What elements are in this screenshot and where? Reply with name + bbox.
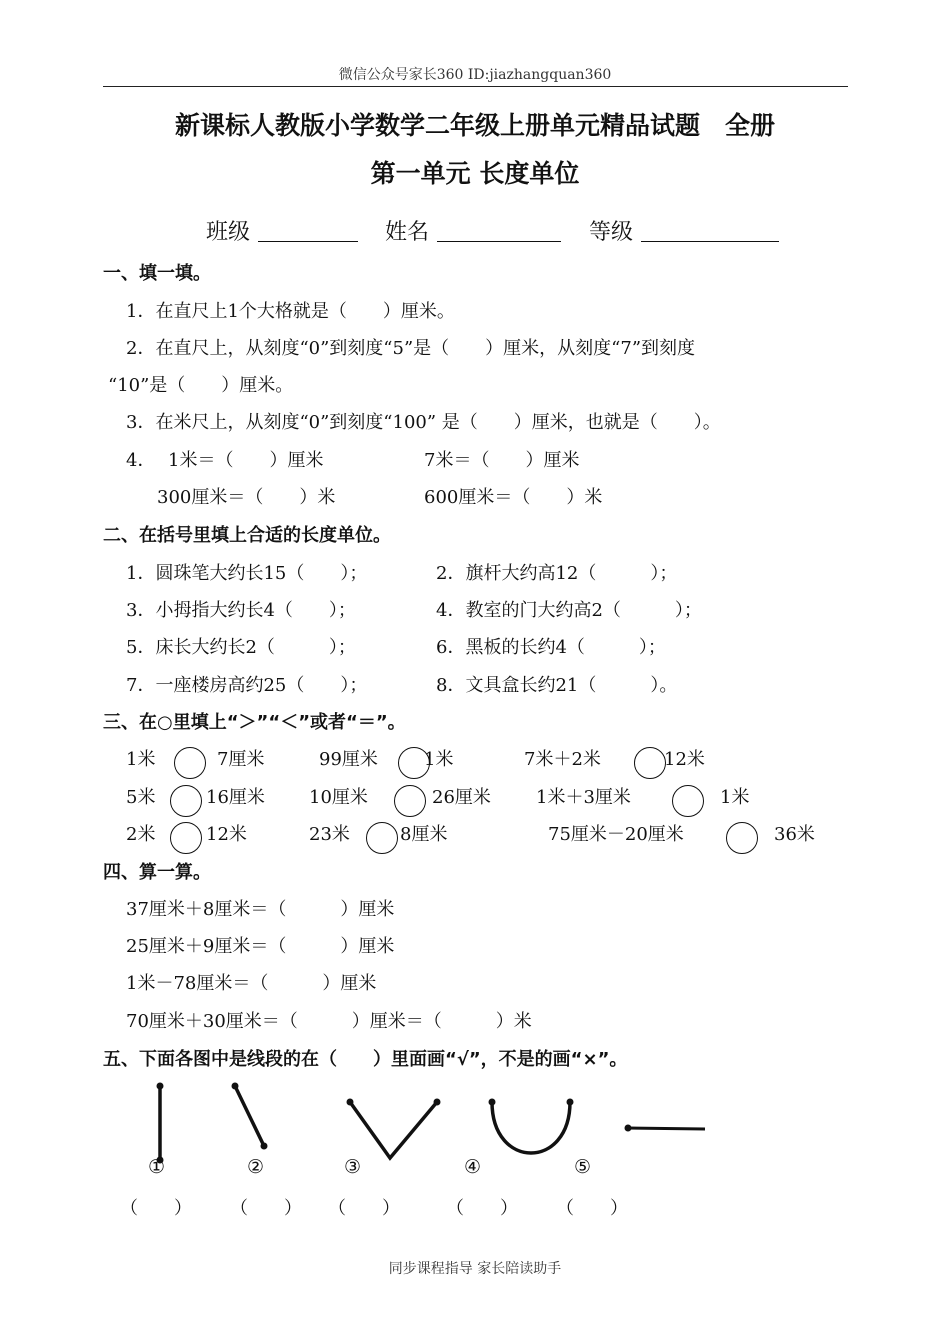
- s2-item-4: 4．教室的门大约高2（ ）；: [436, 600, 702, 621]
- page-header: 微信公众号家长360 ID:jiazhangquan360: [338, 67, 612, 83]
- s1-q4-b: 7米＝（ ）厘米: [424, 450, 580, 471]
- section-4-title: 四、算一算。: [103, 862, 211, 883]
- compare-right: 7厘米: [217, 749, 265, 770]
- name-label: 姓名: [385, 220, 430, 245]
- s2-item-7: 7．一座楼房高约25（ ）；: [126, 675, 368, 696]
- s1-question-2: 2．在直尺上，从刻度“0”到刻度“5”是（ ）厘米，从刻度“7”到刻度: [126, 338, 696, 359]
- s1-question-1: 1．在直尺上1个大格就是（ ）厘米。: [126, 301, 455, 322]
- section-1-title: 一、填一填。: [103, 263, 211, 284]
- compare-left: 5米: [126, 787, 156, 808]
- compare-circle[interactable]: [394, 785, 426, 817]
- figure-5-ray: [625, 1125, 706, 1132]
- figure-4-curve: [489, 1099, 574, 1154]
- compare-right: 1米: [720, 787, 750, 808]
- compare-left: 99厘米: [319, 749, 378, 770]
- s4-item-4: 70厘米＋30厘米＝（ ）厘米＝（ ）米: [126, 1011, 532, 1032]
- s4-item-1: 37厘米＋8厘米＝（ ）厘米: [126, 899, 395, 920]
- header-rule: [103, 86, 848, 87]
- line-figures: [0, 1070, 950, 1170]
- section-5-title: 五、下面各图中是线段的在（ ）里面画“√”，不是的画“×”。: [103, 1049, 628, 1070]
- figure-label-3: ③: [344, 1156, 362, 1178]
- class-field[interactable]: [258, 241, 358, 242]
- class-label: 班级: [206, 220, 251, 245]
- compare-right: 12米: [206, 824, 247, 845]
- compare-right: 36米: [774, 824, 815, 845]
- section-2-title: 二、在括号里填上合适的长度单位。: [103, 525, 391, 546]
- grade-label: 等级: [589, 220, 634, 245]
- s4-item-3: 1米－78厘米＝（ ）厘米: [126, 973, 377, 994]
- s2-item-5: 5．床长大约长2（ ）；: [126, 637, 356, 658]
- answer-paren-2[interactable]: （ ）: [230, 1198, 302, 1219]
- answer-paren-1[interactable]: （ ）: [120, 1198, 192, 1219]
- grade-field[interactable]: [641, 241, 779, 242]
- compare-left: 1米＋3厘米: [536, 787, 631, 808]
- answer-paren-4[interactable]: （ ）: [446, 1198, 518, 1219]
- answer-paren-3[interactable]: （ ）: [328, 1198, 400, 1219]
- compare-right: 8厘米: [400, 824, 448, 845]
- compare-right: 26厘米: [432, 787, 491, 808]
- s2-item-2: 2．旗杆大约高12（ ）；: [436, 563, 678, 584]
- s2-item-1: 1．圆珠笔大约长15（ ）；: [126, 563, 368, 584]
- compare-circle[interactable]: [726, 822, 758, 854]
- compare-left: 7米＋2米: [524, 749, 601, 770]
- s2-item-8: 8．文具盒长约21（ ）。: [436, 675, 678, 696]
- compare-circle[interactable]: [634, 747, 666, 779]
- figure-label-2: ②: [247, 1156, 265, 1178]
- compare-circle[interactable]: [174, 747, 206, 779]
- s1-q4-a: 1米＝（ ）厘米: [168, 450, 324, 471]
- figure-2-slanted-segment: [232, 1083, 268, 1150]
- compare-right: 1米: [424, 749, 454, 770]
- answer-paren-5[interactable]: （ ）: [556, 1198, 628, 1219]
- compare-circle[interactable]: [170, 785, 202, 817]
- figure-label-4: ④: [464, 1156, 482, 1178]
- compare-circle[interactable]: [672, 785, 704, 817]
- compare-left: 1米: [126, 749, 156, 770]
- s1-q4-c: 300厘米＝（ ）米: [157, 487, 336, 508]
- compare-left: 75厘米－20厘米: [548, 824, 684, 845]
- s1-question-4-number: 4．: [126, 450, 156, 471]
- page-title: 新课标人教版小学数学二年级上册单元精品试题 全册: [174, 111, 775, 140]
- figure-label-1: ①: [148, 1156, 166, 1178]
- figure-label-5: ⑤: [574, 1156, 592, 1178]
- compare-left: 23米: [309, 824, 350, 845]
- s2-item-6: 6．黑板的长约4（ ）；: [436, 637, 666, 658]
- s1-q4-d: 600厘米＝（ ）米: [424, 487, 603, 508]
- compare-left: 10厘米: [309, 787, 368, 808]
- s1-question-3: 3．在米尺上，从刻度“0”到刻度“100” 是（ ）厘米，也就是（ ）。: [126, 412, 721, 433]
- compare-circle[interactable]: [170, 822, 202, 854]
- unit-title: 第一单元 长度单位: [370, 159, 580, 188]
- compare-left: 2米: [126, 824, 156, 845]
- compare-right: 16厘米: [206, 787, 265, 808]
- name-field[interactable]: [437, 241, 561, 242]
- section-3-title: 三、在○里填上“＞”“＜”或者“＝”。: [103, 712, 406, 733]
- s4-item-2: 25厘米＋9厘米＝（ ）厘米: [126, 936, 395, 957]
- figure-1-vertical-segment: [157, 1083, 164, 1164]
- compare-circle[interactable]: [366, 822, 398, 854]
- page-footer: 同步课程指导 家长陪读助手: [388, 1261, 562, 1277]
- figure-3-angle: [347, 1099, 441, 1159]
- s1-question-2-cont: “10”是（ ）厘米。: [108, 375, 294, 396]
- s2-item-3: 3．小拇指大约长4（ ）；: [126, 600, 356, 621]
- compare-right: 12米: [664, 749, 705, 770]
